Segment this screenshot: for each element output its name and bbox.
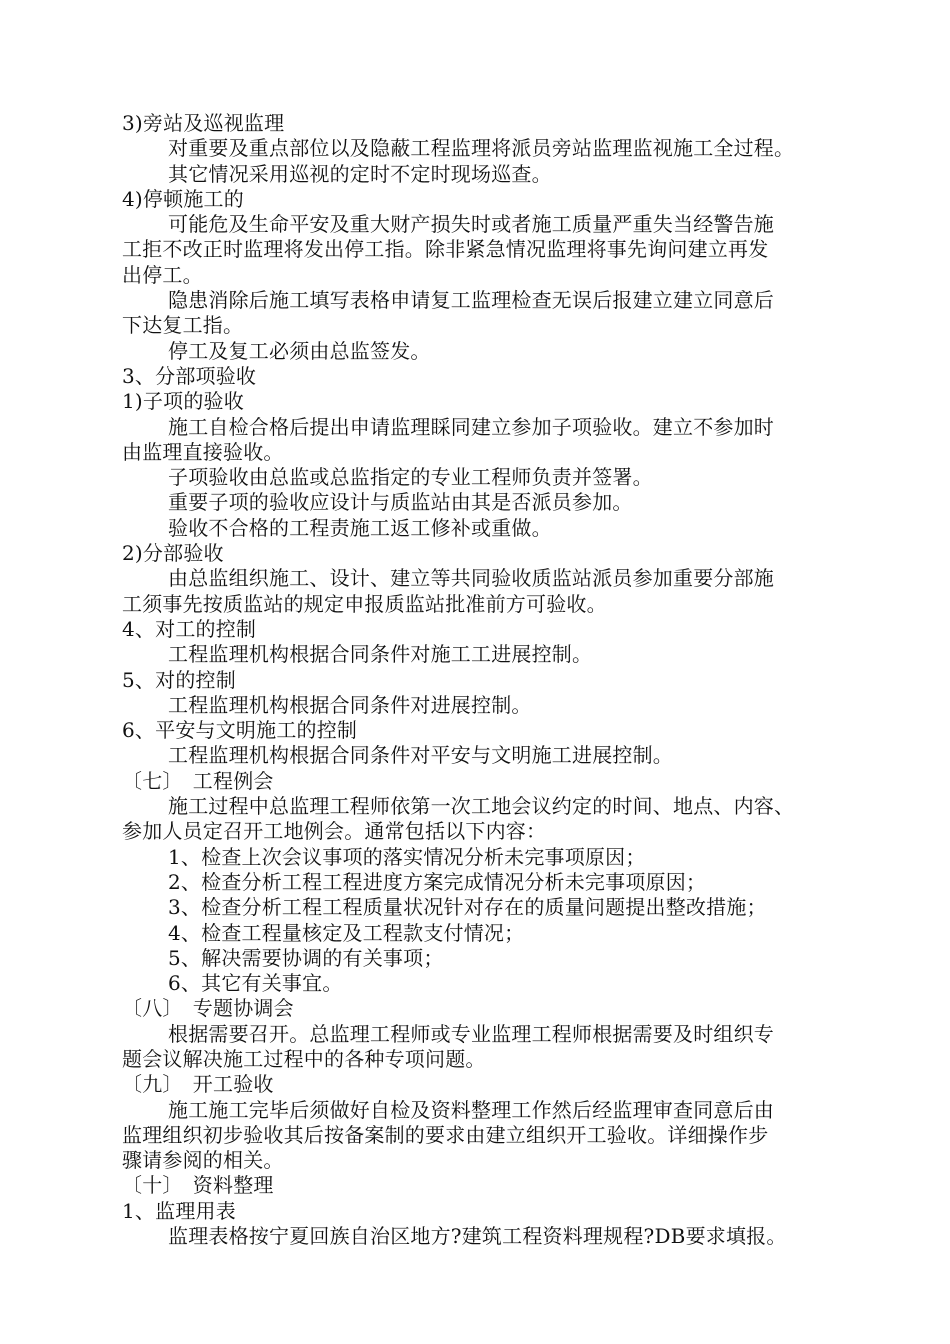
text-line: 工须事先按质监站的规定申报质监站批准前方可验收。: [122, 591, 607, 616]
text-line: 6、平安与文明施工的控制: [122, 718, 358, 743]
text-line: 参加人员定召开工地例会。通常包括以下内容：: [122, 819, 547, 844]
text-line: 骤请参阅的相关。: [122, 1148, 284, 1173]
text-line: 施工施工完毕后须做好自检及资料整理工作然后经监理审查同意后由: [168, 1097, 774, 1122]
text-line: 工程监理机构根据合同条件对进展控制。: [168, 692, 532, 717]
text-line: 工程监理机构根据合同条件对施工工进展控制。: [168, 642, 593, 667]
text-line: 根据需要召开。总监理工程师或专业监理工程师根据需要及时组织专: [168, 1021, 774, 1046]
text-line: 施工自检合格后提出申请监理睬同建立参加子项验收。建立不参加时: [168, 414, 774, 439]
text-line: 工拒不改正时监理将发出停工指。除非紧急情况监理将事先询问建立再发: [122, 237, 769, 262]
text-line: 出停工。: [122, 262, 203, 287]
text-line: 隐患消除后施工填写表格申请复工监理检查无误后报建立建立同意后: [168, 288, 774, 313]
document-page: [122, 111, 862, 1249]
text-line: 下达复工指。: [122, 313, 244, 338]
text-line: 由总监组织施工、设计、建立等共同验收质监站派员参加重要分部施: [168, 566, 774, 591]
text-line: 监理组织初步验收其后按备案制的要求由建立组织开工验收。详细操作步: [122, 1122, 769, 1147]
text-line: 6、其它有关事宜。: [168, 971, 343, 996]
text-line: 3、检查分析工程工程质量状况针对存在的质量问题提出整改措施；: [168, 895, 767, 920]
text-line: 3)旁站及巡视监理: [122, 111, 285, 135]
text-line: 重要子项的验收应设计与质监站由其是否派员参加。: [168, 490, 633, 515]
text-line: 验收不合格的工程责施工返工修补或重做。: [168, 515, 552, 540]
text-line: 1)子项的验收: [122, 389, 244, 414]
text-line: 4、对工的控制: [122, 616, 257, 641]
text-line: 5、对的控制: [122, 667, 236, 692]
text-line: 工程监理机构根据合同条件对平安与文明施工进展控制。: [168, 743, 673, 768]
text-line: 3、分部项验收: [122, 363, 257, 388]
text-line: 〔七〕 工程例会: [122, 768, 274, 793]
text-line: 其它情况采用巡视的定时不定时现场巡查。: [168, 161, 552, 186]
text-line: 2)分部验收: [122, 541, 224, 566]
text-line: 1、检查上次会议事项的落实情况分析未完事项原因；: [168, 844, 646, 869]
text-line: 可能危及生命平安及重大财产损失时或者施工质量严重失当经警告施: [168, 212, 774, 237]
text-line: 子项验收由总监或总监指定的专业工程师负责并签署。: [168, 465, 653, 490]
text-line: 〔九〕 开工验收: [122, 1072, 274, 1097]
text-line: 1、监理用表: [122, 1198, 236, 1223]
text-line: 4)停顿施工的: [122, 186, 244, 211]
text-line: 监理表格按宁夏回族自治区地方?建筑工程资料理规程?DB要求填报。: [168, 1224, 787, 1249]
text-line: 题会议解决施工过程中的各种专项问题。: [122, 1046, 486, 1071]
text-line: 〔八〕 专题协调会: [122, 996, 294, 1021]
text-line: 2、检查分析工程工程进度方案完成情况分析未完事项原因；: [168, 869, 707, 894]
text-line: 5、解决需要协调的有关事项；: [168, 945, 444, 970]
text-line: 〔十〕 资料整理: [122, 1173, 274, 1198]
text-line: 由监理直接验收。: [122, 439, 284, 464]
text-line: 对重要及重点部位以及隐蔽工程监理将派员旁站监理监视施工全过程。: [168, 136, 795, 161]
text-line: 施工过程中总监理工程师依第一次工地会议约定的时间、地点、内容、: [168, 794, 795, 819]
text-line: 4、检查工程量核定及工程款支付情况；: [168, 920, 525, 945]
text-line: 停工及复工必须由总监签发。: [168, 338, 431, 363]
